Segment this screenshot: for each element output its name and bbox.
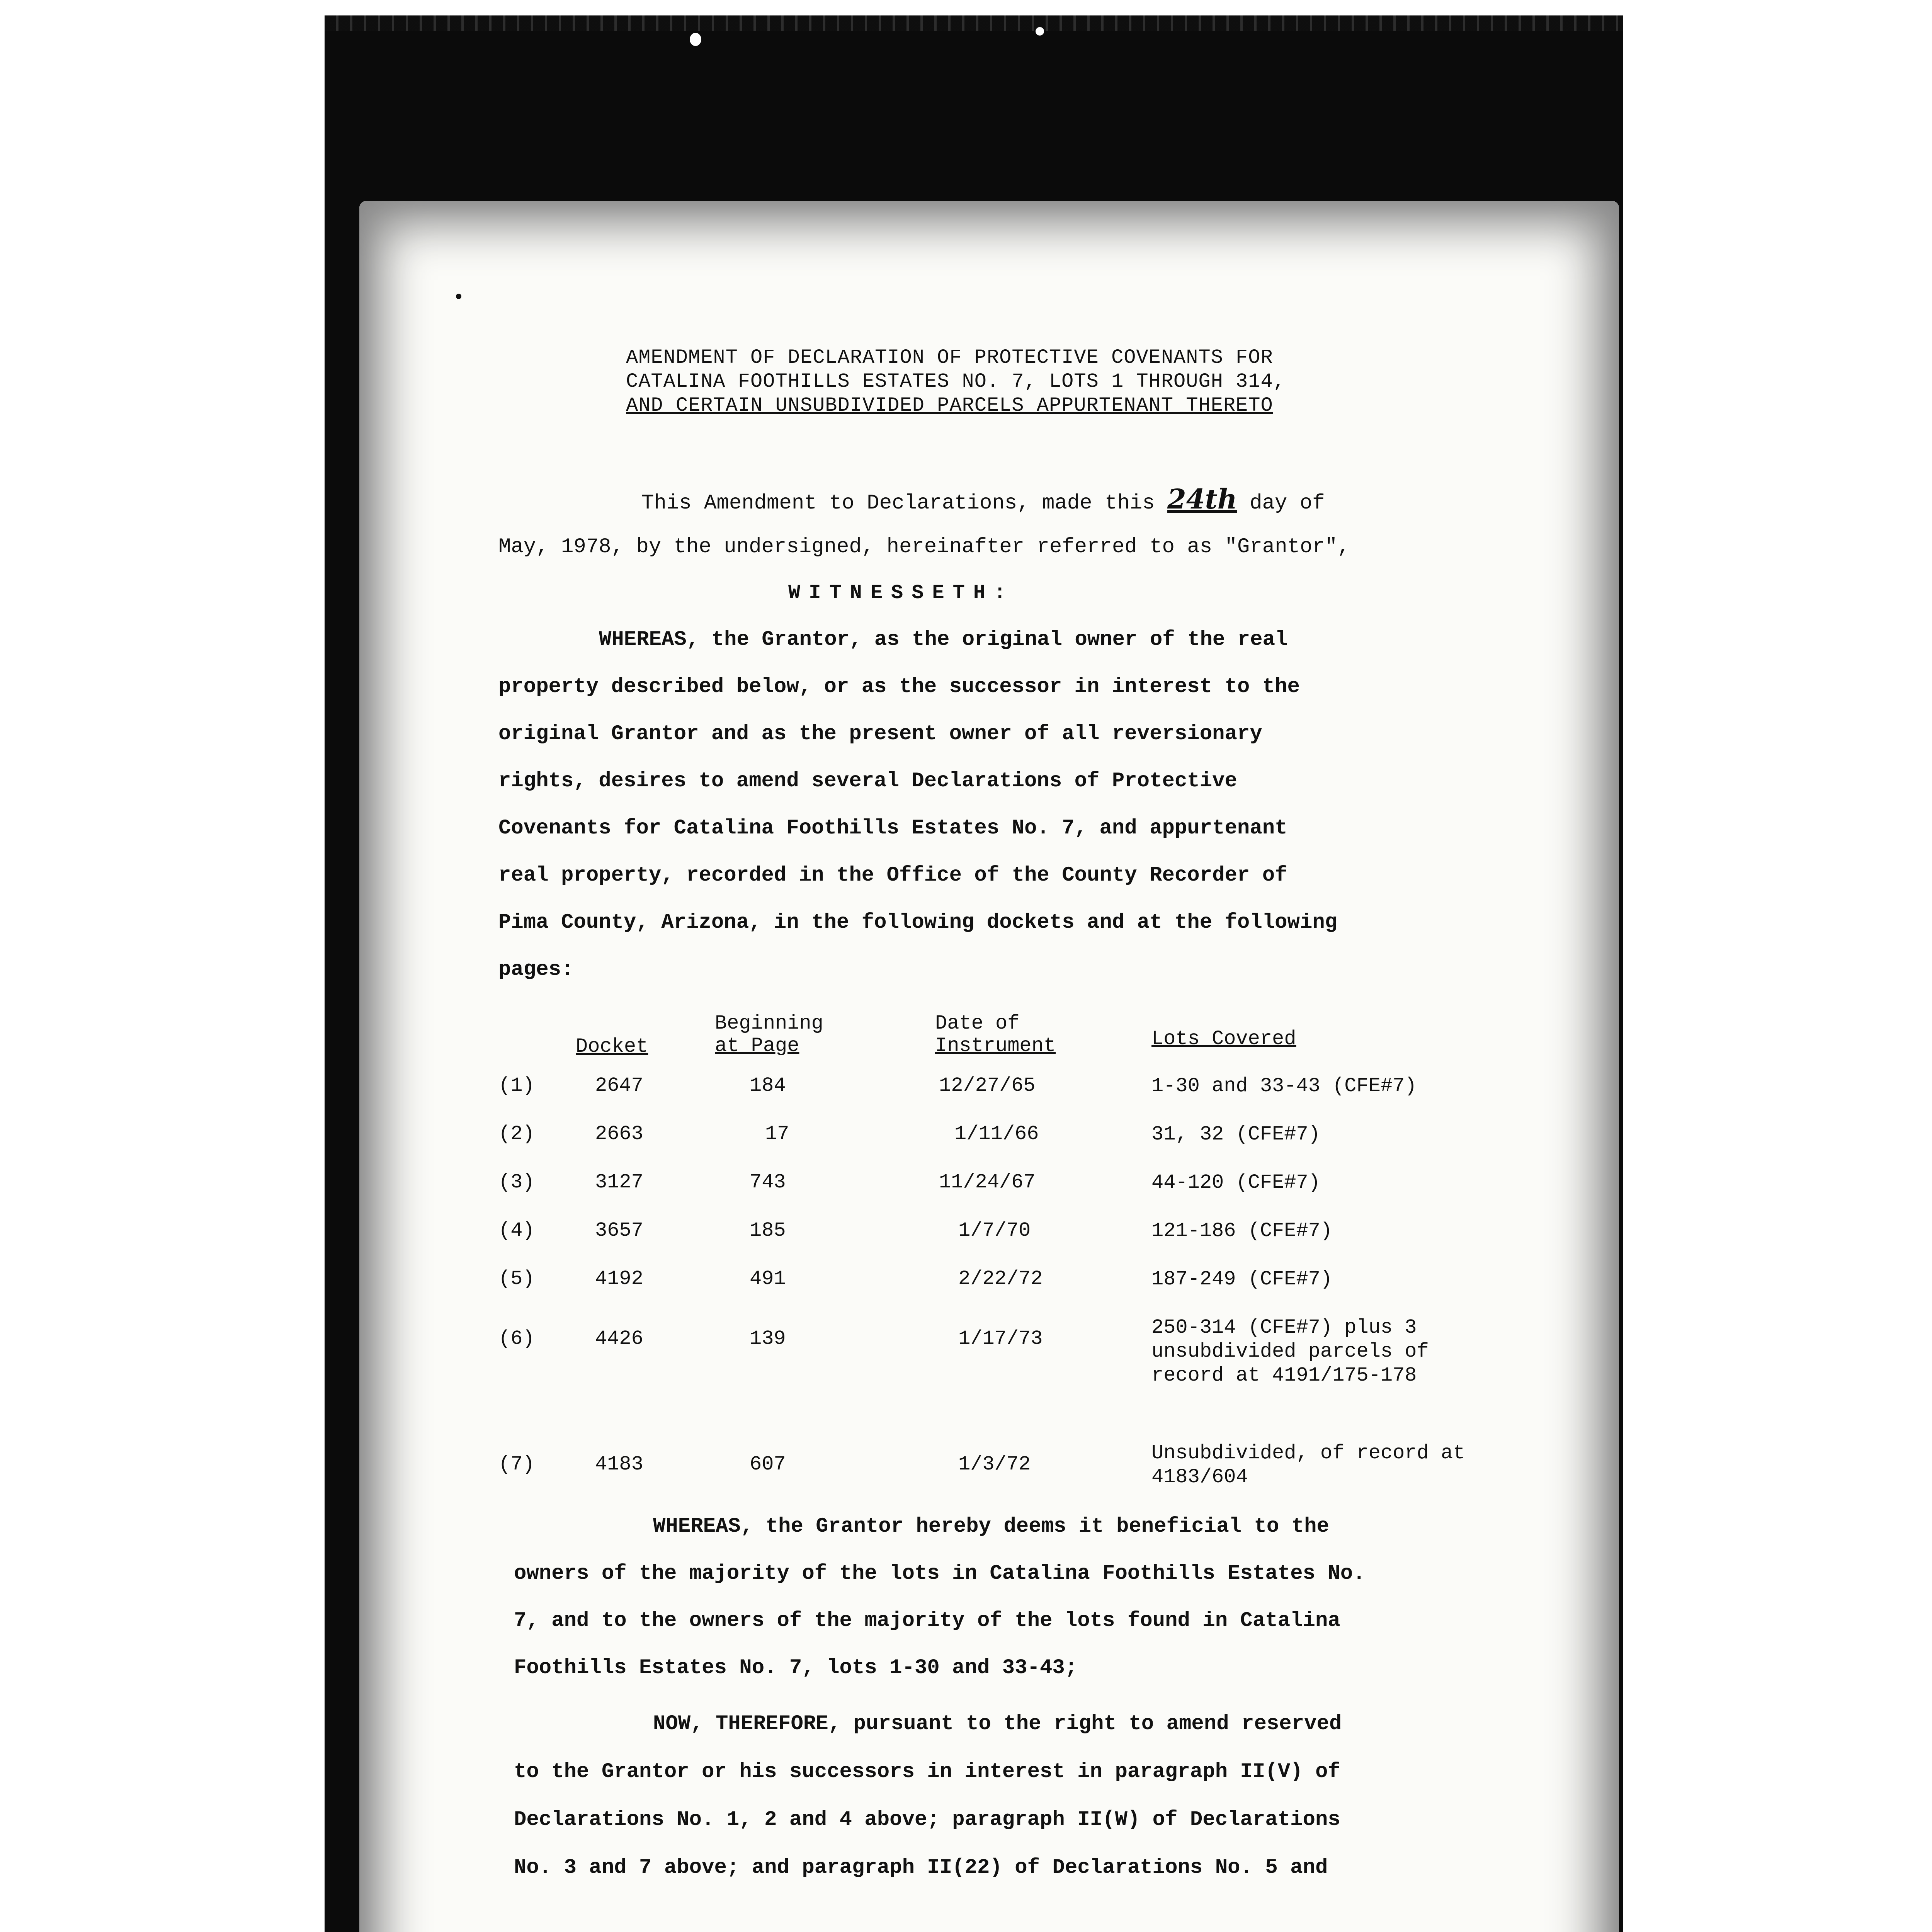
- table-row: [498, 1267, 1542, 1291]
- title-line: AMENDMENT OF DECLARATION OF PROTECTIVE COVENANTS FOR: [626, 346, 1273, 369]
- row-date: 1/11/66: [954, 1122, 1039, 1145]
- paragraph-line: Pima County, Arizona, in the following dockets and at the following: [498, 911, 1338, 934]
- table-row: [498, 1122, 1542, 1146]
- handwritten-day: 24th: [1167, 483, 1237, 515]
- row-number: (5): [498, 1267, 535, 1290]
- row-page: 184: [750, 1074, 786, 1097]
- paragraph-line: pages:: [498, 958, 574, 981]
- row-docket: 4426: [595, 1327, 643, 1350]
- row-page: 607: [750, 1453, 786, 1476]
- row-number: (3): [498, 1171, 535, 1194]
- row-page: 491: [750, 1267, 786, 1290]
- row-date: 1/17/73: [958, 1327, 1043, 1350]
- paragraph-line: NOW, THEREFORE, pursuant to the right to amend reserved: [653, 1712, 1342, 1736]
- row-lots: 250-314 (CFE#7) plus 3 unsubdivided parcels of record at 4191/175-178: [1151, 1316, 1429, 1387]
- row-lots: 44-120 (CFE#7): [1151, 1171, 1320, 1194]
- table-row: [498, 1074, 1542, 1097]
- paragraph-line: Foothills Estates No. 7, lots 1-30 and 33-43;: [514, 1656, 1078, 1680]
- paragraph-line: real property, recorded in the Office of the County Recorder of: [498, 864, 1287, 887]
- paragraph-line: No. 3 and 7 above; and paragraph II(22) of Declarations No. 5 and: [514, 1856, 1328, 1879]
- row-lots: 1-30 and 33-43 (CFE#7): [1151, 1075, 1417, 1097]
- paragraph-line: WHEREAS, the Grantor, as the original owner of the real: [599, 628, 1288, 651]
- whereas-paragraph-2: [514, 1503, 1366, 1692]
- row-date: 1/7/70: [958, 1219, 1031, 1242]
- header-lots: Lots Covered: [1151, 1027, 1296, 1050]
- paragraph-line: WHEREAS, the Grantor hereby deems it beneficial to the: [653, 1515, 1329, 1538]
- row-page: 139: [750, 1327, 786, 1350]
- witnesseth-heading: WITNESSETH:: [788, 582, 1015, 604]
- header-docket: Docket: [576, 1035, 648, 1058]
- now-therefore-paragraph: [514, 1700, 1342, 1892]
- title-line: AND CERTAIN UNSUBDIVIDED PARCELS APPURTENANT THERETO: [626, 394, 1273, 417]
- intro-text: This Amendment to Declarations, made this: [641, 492, 1155, 515]
- row-date: 1/3/72: [958, 1453, 1031, 1476]
- whereas-paragraph-1: [498, 616, 1337, 993]
- row-page: 185: [750, 1219, 786, 1242]
- row-docket: 3127: [595, 1171, 643, 1194]
- table-row: [498, 1316, 1542, 1387]
- row-date: 2/22/72: [958, 1267, 1043, 1290]
- title-line: CATALINA FOOTHILLS ESTATES NO. 7, LOTS 1 THROUGH 314,: [626, 370, 1286, 393]
- row-lots: 31, 32 (CFE#7): [1151, 1123, 1320, 1146]
- table-row: [498, 1171, 1542, 1194]
- row-number: (1): [498, 1074, 535, 1097]
- paragraph-line: owners of the majority of the lots in Catalina Foothills Estates No.: [514, 1562, 1366, 1585]
- row-docket: 3657: [595, 1219, 643, 1242]
- row-docket: 4183: [595, 1453, 643, 1476]
- table-row: [498, 1441, 1542, 1488]
- paragraph-line: rights, desires to amend several Declarations of Protective: [498, 769, 1237, 793]
- row-number: (7): [498, 1453, 535, 1476]
- paragraph-line: 7, and to the owners of the majority of the lots found in Catalina: [514, 1609, 1340, 1633]
- row-lots: 121-186 (CFE#7): [1151, 1219, 1333, 1242]
- row-number: (6): [498, 1327, 535, 1350]
- row-page: 17: [765, 1122, 789, 1145]
- row-page: 743: [750, 1171, 786, 1194]
- row-date: 12/27/65: [939, 1074, 1036, 1097]
- header-page: Beginning at Page: [715, 1012, 823, 1057]
- row-docket: 2663: [595, 1122, 643, 1145]
- intro-text: day of: [1250, 492, 1325, 515]
- document-title: [626, 346, 1399, 418]
- paragraph-line: property described below, or as the successor in interest to the: [498, 675, 1300, 699]
- paragraph-line: Declarations No. 1, 2 and 4 above; paragraph II(W) of Declarations: [514, 1808, 1340, 1832]
- paragraph-line: original Grantor and as the present owner of all reversionary: [498, 722, 1262, 746]
- paragraph-line: Covenants for Catalina Foothills Estates No. 7, and appurtenant: [498, 816, 1287, 840]
- intro-line-1: [641, 475, 1325, 527]
- paragraph-line: to the Grantor or his successors in interest in paragraph II(V) of: [514, 1760, 1340, 1784]
- header-date: Date of Instrument: [935, 1012, 1056, 1057]
- row-number: (4): [498, 1219, 535, 1242]
- row-lots: Unsubdivided, of record at 4183/604: [1151, 1442, 1465, 1488]
- scan-speck: [690, 33, 701, 46]
- scan-speck: [456, 294, 461, 299]
- row-lots: 187-249 (CFE#7): [1151, 1268, 1333, 1291]
- row-number: (2): [498, 1122, 535, 1145]
- row-docket: 2647: [595, 1074, 643, 1097]
- row-date: 11/24/67: [939, 1171, 1036, 1194]
- scan-speck: [1036, 27, 1044, 36]
- row-docket: 4192: [595, 1267, 643, 1290]
- intro-line-2: May, 1978, by the undersigned, hereinafter referred to as "Grantor",: [498, 535, 1350, 559]
- table-row: [498, 1219, 1542, 1242]
